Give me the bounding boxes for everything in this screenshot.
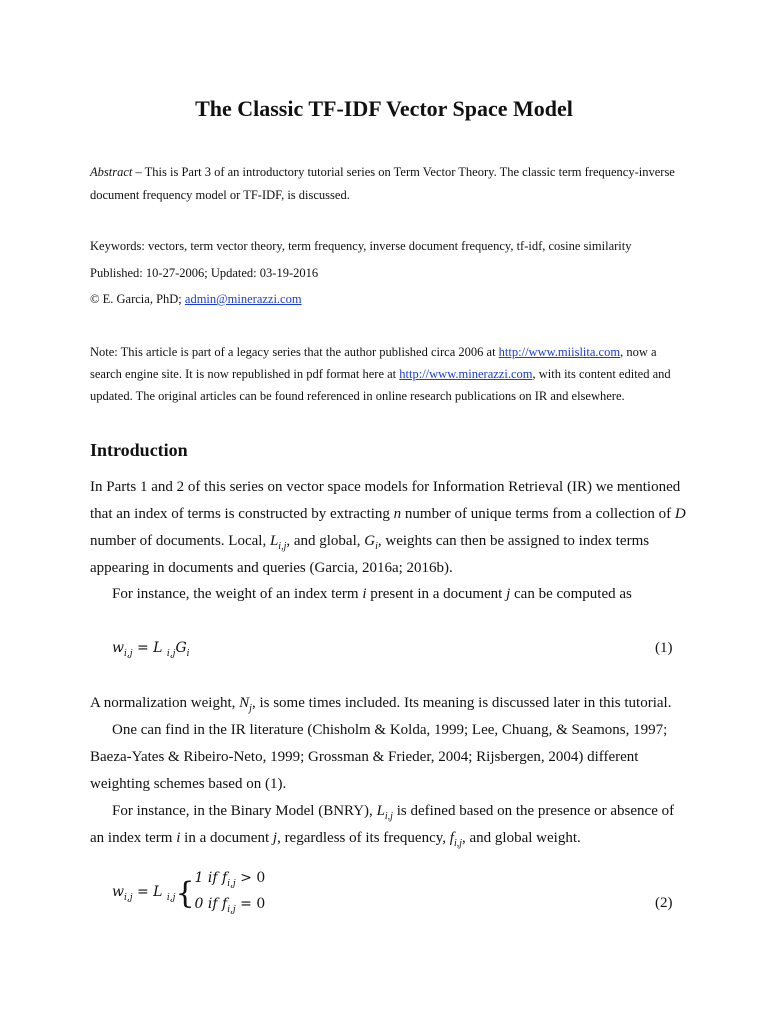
para1-line-4: appearing in documents and queries (Garcia, 2016a; 2016b).: [90, 560, 453, 576]
para1-line-2: that an index of terms is constructed by extracting n number of unique terms from a collection of D: [90, 506, 686, 522]
miislita-link[interactable]: http://www.miislita.com: [498, 345, 621, 359]
abstract-line-1: Abstract – This is Part 3 of an introductory tutorial series on Term Vector Theory. The classic term frequency-inverse: [90, 165, 675, 179]
email-link[interactable]: admin@minerazzi.com: [184, 292, 302, 306]
minerazzi-link[interactable]: http://www.minerazzi.com: [399, 367, 533, 381]
para2-line-1: For instance, the weight of an index term i present in a document j can be computed as: [112, 586, 632, 602]
keywords-line: Keywords: vectors, term vector theory, term frequency, inverse document frequency, tf-idf, cosine similarity: [90, 239, 632, 253]
note-line-3: updated. The original articles can be found referenced in online research publications on IR and elsewhere.: [90, 389, 625, 403]
para1-line-1: In Parts 1 and 2 of this series on vector space models for Information Retrieval (IR) we mentioned: [90, 479, 681, 495]
equation-1-number: (1): [655, 640, 673, 656]
abstract-line-2: document frequency model or TF-IDF, is discussed.: [90, 188, 350, 202]
equation-2: $w_{i,j} = L$ $_{i,j}${ 1 if $f_{i,j} > 0$ 0 if $f_{i,j} = 0$: [112, 870, 266, 915]
brace-icon: {: [175, 875, 195, 911]
note-line-1: Note: This article is part of a legacy series that the author published circa 2006 at http://www.miislita.com, now a: [90, 345, 657, 359]
equation-1: $w_{i,j} = L$ $_{i,j}G_i$: [112, 640, 190, 659]
section-heading-introduction: Introduction: [90, 440, 188, 460]
copyright-line: © E. Garcia, PhD; admin@minerazzi.com: [90, 292, 302, 306]
published-line: Published: 10-27-2006; Updated: 03-19-2016: [90, 266, 319, 280]
page-title: The Classic TF-IDF Vector Space Model: [195, 96, 573, 121]
equation-2-number: (2): [655, 895, 673, 911]
para4-line-1: One can find in the IR literature (Chisholm & Kolda, 1999; Lee, Chuang, & Seamons, 1997;: [112, 722, 668, 738]
para1-line-3: number of documents. Local, $L_{i,j}$, and global, $G_i$, weights can then be assigned to index terms: [90, 533, 650, 552]
abstract-label: Abstract: [90, 165, 133, 179]
para3-line-1: A normalization weight, $N_j$, is some times included. Its meaning is discussed later in this tutorial.: [90, 695, 672, 714]
para5-line-2: an index term i in a document j, regardless of its frequency, $f_{i,j}$, and global weight.: [90, 830, 581, 849]
para4-line-3: weighting schemes based on (1).: [90, 776, 287, 792]
para4-line-2: Baeza-Yates & Ribeiro-Neto, 1999; Grossman & Frieder, 2004; Rijsbergen, 2004) different: [90, 749, 639, 765]
para5-line-1: For instance, in the Binary Model (BNRY), $L_{i,j}$ is defined based on the presence or absence of: [112, 803, 675, 822]
note-line-2: search engine site. It is now republished in pdf format here at http://www.minerazzi.com, with its content edited and: [90, 367, 671, 381]
